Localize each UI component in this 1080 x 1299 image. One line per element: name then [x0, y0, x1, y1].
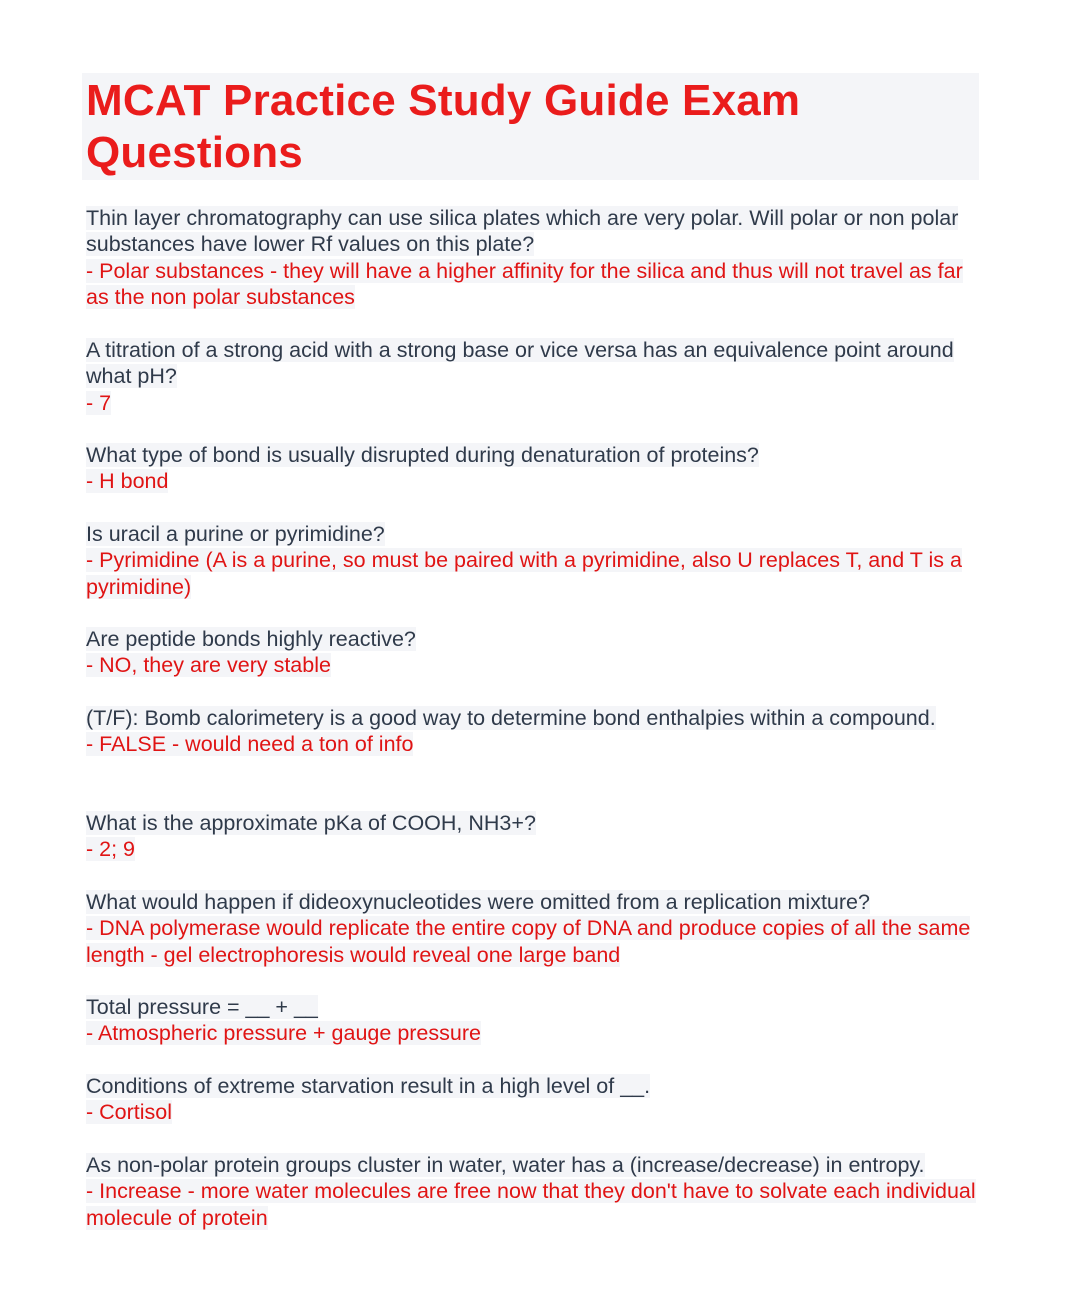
qa-item	[86, 626, 416, 679]
answer-text: - 2; 9	[86, 837, 135, 862]
question-text: Thin layer chromatography can use silica plates which are very polar. Will polar or non polar substances have lower Rf values on this plate?	[86, 206, 959, 257]
title-box	[82, 73, 979, 180]
answer-text: - NO, they are very stable	[86, 653, 331, 678]
qa-item	[86, 810, 536, 863]
answer-text: - Cortisol	[86, 1100, 173, 1125]
answer-text: - Polar substances - they will have a higher affinity for the silica and thus will not travel as far as the non polar substances	[86, 258, 963, 309]
question-text: What is the approximate pKa of COOH, NH3+?	[86, 811, 536, 835]
answer-text: - Pyrimidine (A is a purine, so must be paired with a pyrimidine, also U replaces T, and T is a pyrimidine)	[86, 548, 962, 599]
qa-item	[86, 205, 976, 310]
qa-item	[86, 337, 976, 416]
answer-text: - Atmospheric pressure + gauge pressure	[86, 1021, 481, 1046]
question-text: (T/F): Bomb calorimetery is a good way to determine bond enthalpies within a compound.	[86, 706, 936, 730]
question-text: As non-polar protein groups cluster in water, water has a (increase/decrease) in entropy.	[86, 1153, 925, 1177]
qa-item	[86, 442, 759, 495]
qa-item	[86, 705, 936, 758]
question-text: Total pressure = __ + __	[86, 995, 318, 1019]
answer-text: - Increase - more water molecules are free now that they don't have to solvate each individual molecule of protein	[86, 1179, 976, 1230]
answer-text: - DNA polymerase would replicate the entire copy of DNA and produce copies of all the same length - gel electrophoresis would reveal one large band	[86, 916, 971, 967]
page-title: MCAT Practice Study Guide Exam Questions	[86, 76, 801, 177]
qa-item	[86, 994, 481, 1047]
qa-item	[86, 889, 976, 968]
answer-text: - H bond	[86, 469, 169, 494]
question-text: Are peptide bonds highly reactive?	[86, 627, 416, 651]
question-text: A titration of a strong acid with a strong base or vice versa has an equivalence point around what pH?	[86, 338, 954, 389]
qa-item	[86, 1152, 976, 1231]
answer-text: - FALSE - would need a ton of info	[86, 732, 414, 757]
question-text: What would happen if dideoxynucleotides were omitted from a replication mixture?	[86, 890, 870, 914]
qa-item	[86, 521, 976, 600]
question-text: What type of bond is usually disrupted during denaturation of proteins?	[86, 443, 759, 467]
qa-item	[86, 1073, 650, 1126]
question-text: Is uracil a purine or pyrimidine?	[86, 522, 385, 546]
question-text: Conditions of extreme starvation result in a high level of __.	[86, 1074, 651, 1098]
answer-text: - 7	[86, 390, 112, 415]
